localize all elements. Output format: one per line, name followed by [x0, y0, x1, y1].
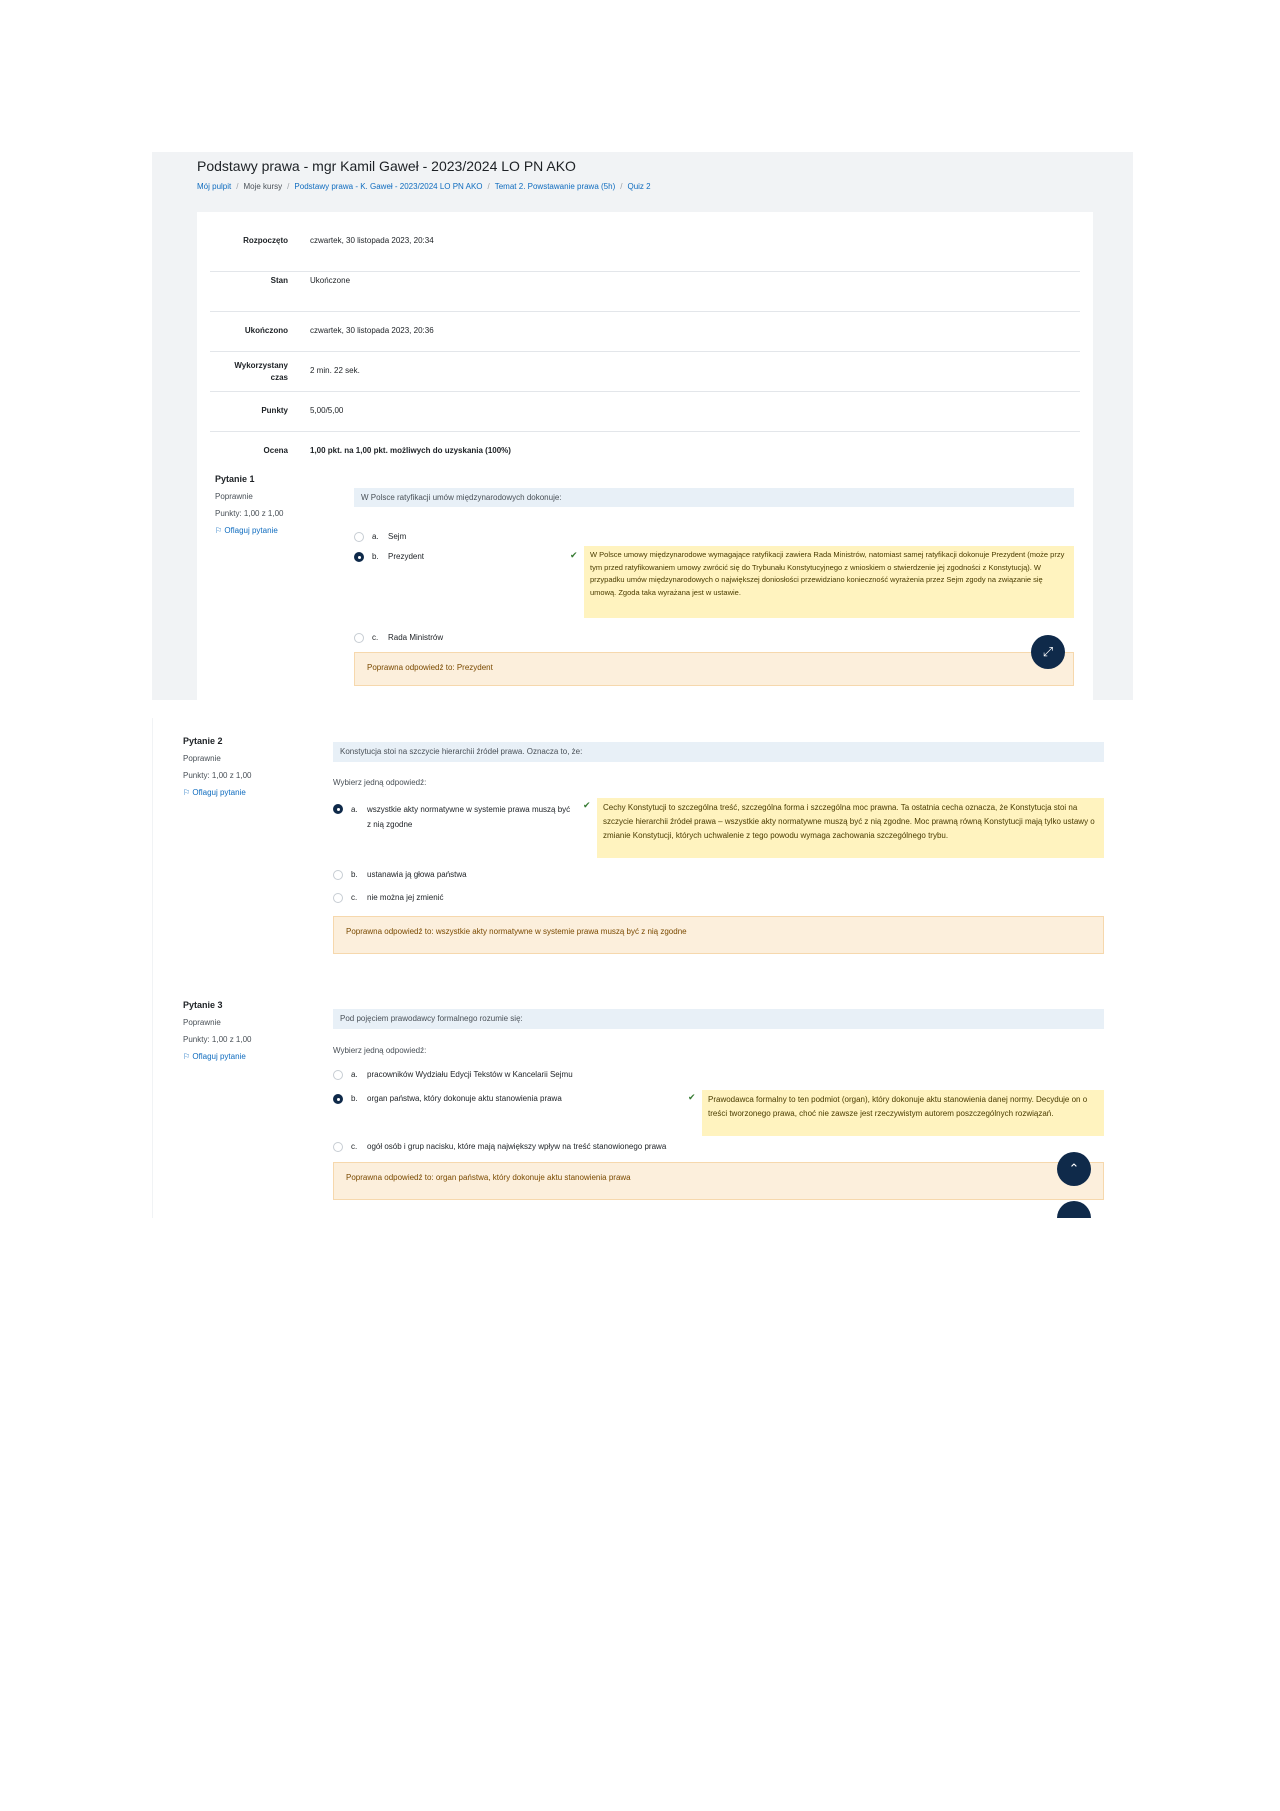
breadcrumb-my-courses[interactable]: Moje kursy	[243, 182, 283, 191]
question-text: Konstytucja stoi na szczycie hierarchii źródeł prawa. Oznacza to, że:	[333, 742, 1104, 762]
question-number: Pytanie 3	[183, 1000, 223, 1010]
question-info	[215, 474, 325, 535]
question-points: Punkty: 1,00 z 1,00	[215, 509, 284, 518]
right-answer-box: Poprawna odpowiedź to: Prezydent	[354, 652, 1074, 686]
flag-question-link[interactable]: ⚐ Oflaguj pytanie	[215, 526, 278, 535]
chevron-up-icon: ⌃	[1068, 1161, 1080, 1176]
breadcrumb-course[interactable]: Podstawy prawa - K. Gaweł - 2023/2024 LO PN AKO	[294, 182, 483, 191]
answer-feedback: W Polsce umowy międzynarodowe wymagające ratyfikacji zawiera Rada Ministrów, natomiast samej ratyfikacji dokonuje Prezydent (może przy tym przed ratyfikowaniem umowy zwrócić się do Trybunału Konstytucyjnego z wnioskiem o stwierdzenie jej zgodności z Konstytucją). W przypadku umów międzynarodowych o największej doniosłości przewidziano konieczność wyrażenia przez Sejm zgody na związanie się umową. Zgoda taka wyrażana jest w ustawie.	[584, 546, 1074, 618]
check-icon: ✔	[688, 1092, 696, 1102]
answer-option-b[interactable]: b. organ państwa, który dokonuje aktu stanowienia prawa	[333, 1094, 562, 1104]
summary-label: Rozpoczęto	[243, 236, 288, 245]
question-status: Poprawnie	[215, 492, 253, 501]
breadcrumb: Mój pulpit / Moje kursy / Podstawy prawa - K. Gaweł - 2023/2024 LO PN AKO / Temat 2. Powstawanie prawa (5h) / Quiz 2	[197, 182, 651, 191]
right-answer-box: Poprawna odpowiedź to: wszystkie akty normatywne w systemie prawa muszą być z nią zgodne	[333, 916, 1104, 954]
question-text: W Polsce ratyfikacji umów międzynarodowych dokonuje:	[354, 488, 1074, 507]
breadcrumb-dashboard[interactable]: Mój pulpit	[197, 182, 232, 191]
question-info	[183, 1000, 293, 1061]
flag-icon: ⚐	[183, 788, 191, 797]
radio-button-selected[interactable]	[354, 552, 364, 562]
radio-button[interactable]	[333, 1142, 343, 1152]
answer-option-a[interactable]: a. wszystkie akty normatywne w systemie prawa muszą być z nią zgodne	[333, 802, 573, 832]
summary-row	[210, 272, 1080, 312]
question-number: Pytanie 2	[183, 736, 223, 746]
answer-prompt: Wybierz jedną odpowiedź:	[333, 778, 427, 787]
summary-row	[210, 352, 1080, 392]
answer-option-c[interactable]: c. ogół osób i grup nacisku, które mają największy wpływ na treść stanowionego prawa	[333, 1142, 666, 1152]
flag-icon: ⚐	[215, 526, 223, 535]
answer-feedback: Prawodawca formalny to ten podmiot (organ), który dokonuje aktu stanowienia danej normy. Decyduje on o treści tworzonego prawa, choć nie zawsze jest rzeczywistym autorem poszczególnych rozwiązań.	[702, 1090, 1104, 1136]
flag-question-link[interactable]: ⚐ Oflaguj pytanie	[183, 1052, 246, 1061]
summary-value: czwartek, 30 listopada 2023, 20:34	[310, 236, 434, 245]
scroll-top-button[interactable]	[1057, 1152, 1091, 1186]
question-points: Punkty: 1,00 z 1,00	[183, 771, 252, 780]
breadcrumb-topic[interactable]: Temat 2. Powstawanie prawa (5h)	[494, 182, 616, 191]
radio-button[interactable]	[354, 633, 364, 643]
question-status: Poprawnie	[183, 754, 221, 763]
flag-icon: ⚐	[183, 1052, 191, 1061]
summary-value: czwartek, 30 listopada 2023, 20:36	[310, 326, 434, 335]
summary-table	[210, 232, 1080, 462]
radio-button[interactable]	[354, 532, 364, 542]
summary-label: Stan	[270, 276, 288, 285]
radio-button[interactable]	[333, 870, 343, 880]
summary-value: 1,00 pkt. na 1,00 pkt. możliwych do uzyskania (100%)	[310, 446, 511, 455]
breadcrumb-quiz[interactable]: Quiz 2	[627, 182, 651, 191]
check-icon: ✔	[583, 800, 591, 810]
answer-feedback: Cechy Konstytucji to szczególna treść, szczególna forma i szczególna moc prawna. Ta ostatnia cecha oznacza, że Konstytucja stoi na szczycie hierarchii źródeł prawa – wszystkie akty normatywne muszą być z nią zgodne. Moc prawną równą Konstytucji mają tylko ustawy o zmianie Konstytucji, których uchwalenie z tego powodu wymaga zachowania szczególnego trybu.	[597, 798, 1104, 858]
summary-row	[210, 232, 1080, 272]
answer-option-b[interactable]: b. Prezydent	[354, 552, 424, 562]
summary-value: 2 min. 22 sek.	[310, 366, 360, 375]
answer-option-a[interactable]: a. pracowników Wydziału Edycji Tekstów w Kancelarii Sejmu	[333, 1070, 573, 1080]
radio-button-selected[interactable]	[333, 1094, 343, 1104]
screenshot-bottom	[152, 718, 1134, 1218]
summary-row	[210, 432, 1080, 462]
radio-button[interactable]	[333, 1070, 343, 1080]
summary-label: Ocena	[263, 446, 288, 455]
summary-label: Punkty	[261, 406, 288, 415]
question-status: Poprawnie	[183, 1018, 221, 1027]
question-text: Pod pojęciem prawodawcy formalnego rozumie się:	[333, 1009, 1104, 1029]
summary-label: Ukończono	[244, 326, 288, 335]
summary-value: Ukończone	[310, 276, 351, 285]
question-points: Punkty: 1,00 z 1,00	[183, 1035, 252, 1044]
answer-option-c[interactable]: c. Rada Ministrów	[354, 633, 443, 643]
summary-label: Wykorzystany czas	[234, 361, 288, 382]
summary-value: 5,00/5,00	[310, 406, 344, 415]
screenshot-top	[152, 152, 1133, 700]
radio-button[interactable]	[333, 893, 343, 903]
radio-button-selected[interactable]	[333, 804, 343, 814]
expand-icon: ⤢	[1042, 644, 1054, 659]
summary-row	[210, 312, 1080, 352]
answer-prompt: Wybierz jedną odpowiedź:	[333, 1046, 427, 1055]
scroll-button[interactable]	[1057, 1201, 1091, 1218]
right-answer-box: Poprawna odpowiedź to: organ państwa, który dokonuje aktu stanowienia prawa	[333, 1162, 1104, 1200]
answer-option-c[interactable]: c. nie można jej zmienić	[333, 893, 443, 903]
answer-option-a[interactable]: a. Sejm	[354, 532, 406, 542]
answer-option-b[interactable]: b. ustanawia ją głowa państwa	[333, 870, 467, 880]
check-icon: ✔	[570, 550, 578, 560]
summary-row	[210, 392, 1080, 432]
quiz-review-card	[197, 212, 1093, 700]
question-info	[183, 736, 293, 797]
flag-question-link[interactable]: ⚐ Oflaguj pytanie	[183, 788, 246, 797]
expand-button[interactable]	[1031, 635, 1065, 669]
page-title: Podstawy prawa - mgr Kamil Gaweł - 2023/2024 LO PN AKO	[197, 158, 576, 174]
question-number: Pytanie 1	[215, 474, 255, 484]
